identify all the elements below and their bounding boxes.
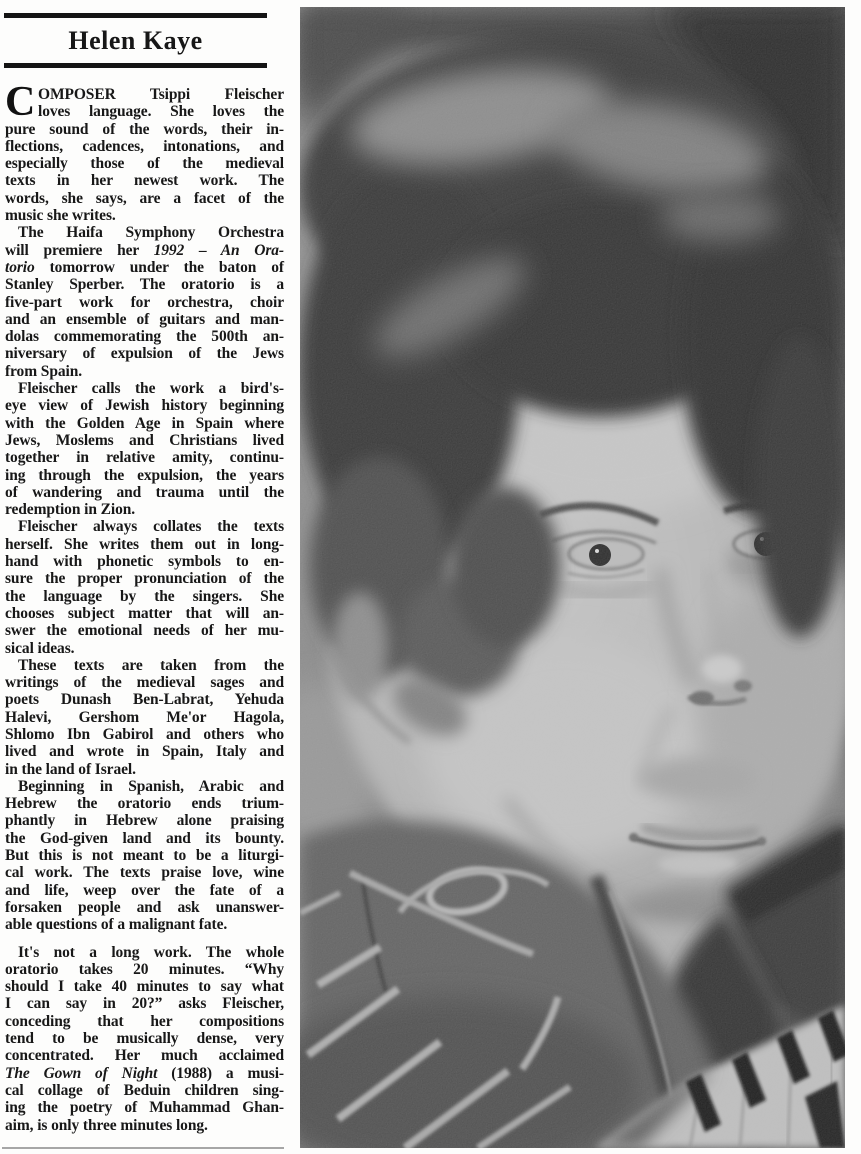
- text-run: chooses subject matter that will an-: [5, 604, 284, 622]
- text-run: music she writes.: [5, 207, 116, 225]
- byline-rule-bottom: [4, 63, 267, 68]
- text-line: [5, 328, 284, 345]
- text-line: [5, 674, 284, 691]
- text-line: [5, 103, 284, 120]
- text-line: [5, 432, 284, 449]
- text-run: loves language. She loves the: [38, 103, 284, 121]
- text-line: [5, 761, 284, 778]
- text-line: [5, 397, 284, 414]
- text-line: [5, 830, 284, 847]
- text-run: oratorio takes 20 minutes. “Why: [5, 960, 284, 978]
- text-run: Hebrew the oratorio ends trium-: [5, 795, 284, 813]
- text-line: [5, 86, 284, 103]
- text-run: lived and wrote in Spain, Italy and: [5, 743, 284, 761]
- text-line: [5, 605, 284, 622]
- text-run: But this is not meant to be a liturgi-: [5, 847, 284, 865]
- text-run: flections, cadences, intonations, and: [5, 137, 284, 155]
- text-run: should I take 40 minutes to say what: [5, 978, 284, 996]
- byline-box: [4, 13, 267, 68]
- text-line: [5, 778, 284, 795]
- text-run: sure the proper pronunciation of the: [5, 570, 284, 588]
- text-run: and an ensemble of guitars and man-: [5, 310, 284, 328]
- text-run: texts in her newest work. The: [5, 172, 284, 190]
- text-line: [5, 518, 284, 535]
- text-run: aim, is only three minutes long.: [5, 1116, 208, 1134]
- text-line: [5, 726, 284, 743]
- text-run: These texts are taken from the: [18, 656, 284, 674]
- text-run: Stanley Sperber. The oratorio is a: [5, 276, 284, 294]
- text-run: swer the emotional needs of her mu-: [5, 622, 284, 640]
- text-run: ing the poetry of Muhammad Ghan-: [5, 1099, 284, 1117]
- text-line: [5, 640, 284, 657]
- italic-text: torio: [5, 258, 35, 276]
- text-run: sical ideas.: [5, 639, 75, 657]
- article-body: [5, 79, 284, 1134]
- text-line: [5, 657, 284, 674]
- text-run: hand with phonetic symbols to en-: [5, 553, 284, 571]
- text-line: [5, 691, 284, 708]
- text-run: and life, weep over the fate of a: [5, 881, 284, 899]
- text-run: poets Dunash Ben-Labrat, Yehuda: [5, 691, 284, 709]
- text-run: words, she says, are a facet of the: [5, 189, 284, 207]
- text-run: cal collage of Beduin children sing-: [5, 1081, 284, 1099]
- text-run: from Spain.: [5, 362, 82, 380]
- text-run: pure sound of the words, their in-: [5, 120, 284, 138]
- text-run: in the land of Israel.: [5, 760, 136, 778]
- text-line: [5, 294, 284, 311]
- text-line: [5, 795, 284, 812]
- text-line: [5, 363, 284, 380]
- text-line: [5, 882, 284, 899]
- text-run: with the Golden Age in Spain where: [5, 414, 284, 432]
- text-run: Fleischer always collates the texts: [18, 518, 284, 536]
- text-run: It's not a long work. The whole: [18, 943, 284, 961]
- text-line: [5, 259, 284, 276]
- text-run: concentrated. Her much acclaimed: [5, 1047, 284, 1065]
- text-run: together in relative amity, continu-: [5, 449, 284, 467]
- article-paragraph: [5, 224, 284, 380]
- text-run: writings of the medieval sages and: [5, 674, 284, 692]
- text-line: [5, 1065, 284, 1082]
- text-line: [5, 944, 284, 961]
- text-line: [5, 1082, 284, 1099]
- text-run: OMPOSER Tsippi Fleischer: [38, 86, 284, 103]
- text-line: [5, 978, 284, 995]
- text-line: [5, 1013, 284, 1030]
- article-paragraph: [5, 944, 284, 1134]
- text-line: [5, 847, 284, 864]
- text-line: [5, 138, 284, 155]
- photo-illustration: [300, 7, 845, 1148]
- text-line: [5, 588, 284, 605]
- text-run: redemption in Zion.: [5, 501, 136, 519]
- text-run: eye view of Jewish history beginning: [5, 397, 284, 415]
- article-paragraph: [5, 657, 284, 778]
- text-line: [5, 536, 284, 553]
- text-line: [5, 864, 284, 881]
- text-line: [5, 916, 284, 933]
- text-line: [5, 899, 284, 916]
- text-run: five-part work for orchestra, choir: [5, 293, 284, 311]
- byline-name: Helen Kaye: [68, 26, 203, 55]
- italic-text: The Gown of Night: [5, 1064, 158, 1082]
- text-line: [5, 155, 284, 172]
- text-run: cal work. The texts praise love, wine: [5, 864, 284, 882]
- text-line: [5, 484, 284, 501]
- text-line: [5, 1030, 284, 1047]
- text-line: [5, 812, 284, 829]
- text-line: [5, 995, 284, 1012]
- text-line: [5, 1047, 284, 1064]
- text-line: [5, 207, 284, 224]
- text-line: [5, 345, 284, 362]
- text-line: [5, 961, 284, 978]
- text-line: [5, 380, 284, 397]
- text-run: of wandering and trauma until the: [5, 483, 284, 501]
- text-run: phantly in Hebrew alone praising: [5, 812, 284, 830]
- portrait-photo: [300, 7, 845, 1148]
- text-run: Beginning in Spanish, Arabic and: [18, 777, 284, 795]
- text-run: conceding that her compositions: [5, 1012, 284, 1030]
- text-run: (1988) a musi-: [157, 1064, 284, 1082]
- text-run: tend to be musically dense, very: [5, 1030, 284, 1048]
- drop-cap: C: [5, 79, 36, 125]
- text-run: niversary of expulsion of the Jews: [5, 345, 284, 363]
- text-line: [5, 121, 284, 138]
- text-run: dolas commemorating the 500th an-: [5, 328, 284, 346]
- text-run: herself. She writes them out in long-: [5, 535, 284, 553]
- text-line: [5, 311, 284, 328]
- text-line: [5, 467, 284, 484]
- text-run: Fleischer calls the work a bird's-: [18, 380, 284, 398]
- text-run: the God-given land and its bounty.: [5, 829, 284, 847]
- text-run: tomorrow under the baton of: [34, 258, 284, 276]
- text-run: I can say in 20?” asks Fleischer,: [5, 995, 284, 1013]
- text-line: [5, 570, 284, 587]
- text-line: [5, 1117, 284, 1134]
- italic-text: 1992 – An Ora-: [153, 241, 284, 259]
- text-line: [5, 449, 284, 466]
- text-line: [5, 415, 284, 432]
- text-run: The Haifa Symphony Orchestra: [18, 224, 284, 242]
- text-line: [5, 553, 284, 570]
- text-line: [5, 709, 284, 726]
- text-run: the language by the singers. She: [5, 587, 284, 605]
- text-line: [5, 172, 284, 189]
- article-paragraph: [5, 79, 284, 225]
- text-run: especially those of the medieval: [5, 155, 284, 173]
- text-line: [5, 1099, 284, 1116]
- text-line: [5, 276, 284, 293]
- text-run: able questions of a malignant fate.: [5, 916, 228, 934]
- bottom-column-rule: [2, 1147, 284, 1149]
- text-line: [5, 501, 284, 518]
- text-run: forsaken people and ask unanswer-: [5, 898, 284, 916]
- article-paragraph: [5, 778, 284, 934]
- article-paragraph: [5, 380, 284, 518]
- text-line: [5, 743, 284, 760]
- text-line: [5, 242, 284, 259]
- text-line: [5, 622, 284, 639]
- text-line: [5, 190, 284, 207]
- text-line: [5, 224, 284, 241]
- text-run: will premiere her: [5, 241, 154, 259]
- text-run: ing through the expulsion, the years: [5, 466, 284, 484]
- text-run: Halevi, Gershom Me'or Hagola,: [5, 708, 284, 726]
- text-run: Jews, Moslems and Christians lived: [5, 431, 284, 449]
- article-paragraph: [5, 518, 284, 656]
- text-run: Shlomo Ibn Gabirol and others who: [5, 725, 284, 743]
